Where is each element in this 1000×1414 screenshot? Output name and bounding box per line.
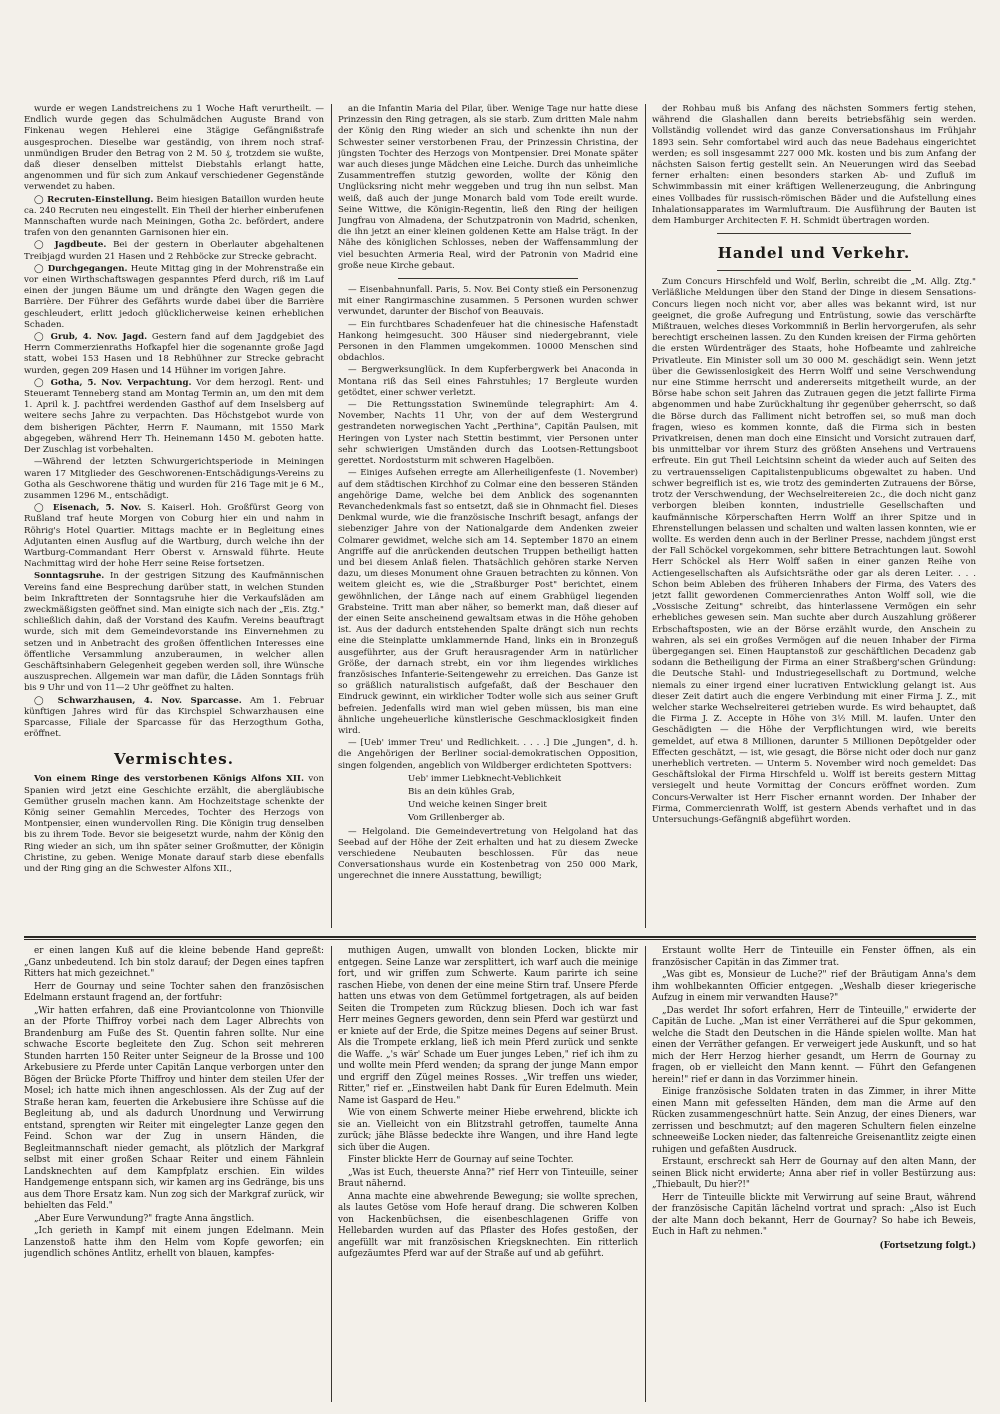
poem-line: Und weiche keinen Singer breit [408,800,547,811]
feuilleton-column-3 [652,946,976,1402]
column-3 [652,104,976,928]
feuilleton-column-2 [338,946,638,1402]
feuilleton-rule [24,936,976,938]
article-text: wurde er wegen Landstreichens zu 1 Woche Haft verurtheilt. — Endlich wurde gegen das Schulmädchen Auguste Brand von Finkenau wegen Hehlerei eine 3tägige Gefängnißstrafe ausgesprochen. Dieselbe war geständig, von ihrem noch straf-unmündigen Bruder den Betrag von 2 M. 50 ₰, trotzdem sie wußte, daß dieser denselben mittelst Diebstahls erlangt hatte, angenommen und für sich zum Ankauf verschiedener Gegenstände verwendet zu haben. [24,104,324,193]
story-text: Erstaunt wollte Herr de Tinteuille ein Fenster öffnen, als ein französischer Capitän in das Zimmer trat. [652,946,976,968]
story-text: Herr de Gournay und seine Tochter sahen den französischen Edelmann erstaunt fragend an, der fortfuhr: [24,981,324,1003]
story-text: „Was ist Euch, theuerste Anna?" rief Herr von Tinteuille, seiner Braut nähernd. [338,1167,638,1189]
article-heading: Schwarzhausen, 4. Nov. Sparcasse. [57,695,242,706]
article-text: der Rohbau muß bis Anfang des nächsten Sommers fertig stehen, während die Glashallen dann bereits betriebsfähig sein werden. Vollständig vollendet wird das ganze Conversationshaus im Frühjahr 1893 sein. Sehr comfortabel wird auch das neue Badehaus eingerichtet werden; es soll insgesammt 227 000 Mk. kosten und bis zum Anfang der nächsten Saison fertig gestellt sein. An Neuerungen wird das Seebad ferner erhalten: einen besonders starken Ab- und Zufluß im Schwimmbassin mit einer kräftigen Wellenerzeugung, die Anbringung eines Vollbades für russisch-römischen Bäder und die Aufstellung eines Inhalationsapparates im Warmluftraum. Die Ausführung der Bauten ist dem Hamburger Architecten F. H. Schmidt übertragen worden. [652,104,976,227]
column-divider [331,946,332,1402]
section-title-handel: Handel und Verkehr. [717,244,911,263]
article-body: In der gestrigen Sitzung des Kaufmännischen Vereins fand eine Besprechung darüber statt, in welchen Stunden beim Inkrafttreten der Sonntagsruhe hier die Verkaufsläden am zweckmäßigsten geöffnet sind. Man einigte sich nach der „Eis. Ztg." schließlich dahin, daß der Vorstand des Kaufm. Vereins beauftragt wurde, sich mit dem Gemeindevorstande ins Einvernehmen zu setzen und in Anbetracht des großen öffentlichen Interesses eine öffentliche Versammlung anzuberaumen, in welcher allen Geschäftsinhabern Gelegenheit gegeben werden soll, ihre Wünsche auszusprechen. Allgemein war man dafür, die Läden Sonntags früh bis 9 Uhr und von 11—2 Uhr geöffnet zu halten. [24,571,324,694]
bullet-icon: ◯ [34,332,51,343]
article-text: — Einiges Aufsehen erregte am Allerheiligenfeste (1. November) auf dem städtischen Kirchhof zu Colmar eine den besseren Ständen angehörige Dame, welche bei dem Anblick des sogenannten Revanchedenkmals fast so entsetzt, daß sie in Ohnmacht fiel. Dieses Denkmal wurde, wie die französische Inschrift besagt, anfangs der siebenziger Jahre von der Nationalgarde dem Andenken zweier Colmarer gewidmet, welche sich am 14. September 1870 an einem Angriffe auf die anrückenden deutschen Truppen betheiligt hatten und bei diesem Anlaß fielen. Thatsächlich gehören starke Nerven dazu, um dieses Monument ohne Grauen betrachten zu können. Von weitem gleicht es, wie die „Straßburger Post" berichtet, einem gewöhnlichen, der Länge nach auf einem Grabhügel liegenden Grabsteine. Tritt man aber näher, so bemerkt man, daß dieser auf der einen Seite anscheinend gewaltsam etwas in die Höhe gehoben ist. Aus der dadurch entstehenden Spalte drängt sich nun rechts eine die Steinplatte umklammernde Hand, links ein in Bronzeguß ausgeführter, aus der Gruft herausragender Arm in natürlicher Größe, der darnach strebt, ein vor ihm liegendes wirkliches französisches Infanterie-Seitengewehr zu erreichen. Das Ganze ist so gräßlich naturalistisch aufgefaßt, daß der Beschauer den Eindruck gewinnt, ein wirklicher Todter wolle sich aus seiner Gruft befreien. Jedenfalls wird man wiel geben müssen, bis man eine ähnliche ungeheuerliche künstlerische Geschmacklosigkeit finden wird. [338,468,638,736]
article-heading: Grub, 4. Nov. Jagd. [50,332,148,343]
article-text: an die Infantin Maria del Pilar, über. Wenige Tage nur hatte diese Prinzessin den Ring getragen, als sie starb. Zum dritten Male nahm der König den Ring wieder an sich und schenkte ihn nun der Schwester seiner verstorbenen Frau, der Prinzessin Christina, der jüngsten Tochter des Herzogs von Montpensier. Drei Monate später war auch dieses junge Mädchen eine Leiche. Durch das unheimliche Zusammentreffen stutzig geworden, wollte der König den Unglücksring nicht mehr weggeben und trug ihn nun selbst. Man weiß, daß auch der junge Monarch bald vom Tode ereilt wurde. Seine Wittwe, die Königin-Regentin, ließ den Ring der heiligen Jungfrau von Almadena, der Schutzpatronin von Madrid, schenken, die ihn jetzt an einer kleinen goldenen Kette am Halse trägt. In der Nähe des königlichen Schlosses, neben der Waffensammlung der viel besuchten Armeria Real, wird der Patronin von Madrid eine große neue Kirche gebaut. [338,104,638,271]
feuilleton-section [24,946,976,1402]
continuation-note: (Fortsetzung folgt.) [879,1240,976,1251]
story-text: Einige französische Soldaten traten in das Zimmer, in ihrer Mitte einen Mann mit gefesselten Händen, dem man die Arme auf den Rücken zusammengeschnürt hatte. Sein Anzug, der eines Dieners, war zerrissen und beschmutzt; auf den mageren Schultern fielen einzelne schneeweiße Locken nieder, das faltenreiche Greisenantlitz zeigte einen ruhigen und gefaßten Ausdruck. [652,1087,976,1155]
section-title-vermischtes: Vermischtes. [114,750,234,769]
article-body: Am 1. Februar künftigen Jahres wird für das Kirchspiel Schwarzhausen eine Sparcasse, Filiale der Sparcasse für das Herzogthum Gotha, eröffnet. [24,695,324,740]
separator [717,233,911,234]
article-body: Beim hiesigen Bataillon wurden heute ca. 240 Recruten neu eingestellt. Ein Theil der hierher einberufenen Mannschaften wurde nach Meiningen, Gotha 2c. befördert, andere trafen von den genannten Garnisonen hier ein. [24,194,324,239]
article-text: —Während der letzten Schwurgerichtsperiode in Meiningen waren 17 Mitglieder des Geschworenen-Entschädigungs-Vereins zu Gotha als Geschworene thätig und wurden für 216 Tage mit je 6 M., zusammen 1296 M., entschädigt. [24,457,324,501]
newspaper-page [24,86,976,1402]
bullet-icon: ◯ [34,695,58,706]
column-1 [24,104,324,928]
article-heading: Eisenach, 5. Nov. [52,503,142,514]
article-text: Zum Concurs Hirschfeld und Wolf, Berlin, schreibt die „M. Allg. Ztg." Verläßliche Meldungen über den Stand der Dinge in diesem Sensations-Concurs liegen noch nicht vor, aber alles was bekannt wird, ist nur geeignet, die große Aufregung und Entrüstung, sowie das verschärfte Mißtrauen, welches dieses Vorkommniß in Berlin hervorgerufen, als sehr berechtigt erscheinen lassen. Zu den Kunden kreisen der Firma gehörten die ersten Würdenträger des Staats, hohe Hofbeamte und zahlreiche Privatleute. Ein Minister soll um 30 000 M. geschädigt sein. Wenn jetzt über die Gewissenlosigkeit des Herrn Wolff und seine Verschwendung nur eine Stimme herrscht und andererseits mitgetheilt wurde, an der Börse habe schon seit Jahren das Zutrauen gegen die jetzt fallirte Firma abgenommen und habe Zurückhaltung ihr gegenüber geherrscht, so daß die Börse durch das Falliment nicht betroffen sei, so muß man doch fragen, wieso es kommen konnte, daß die Firma sich in besten Privatkreisen, denen man doch eine Einsicht und Vorsicht zutrauen darf, bis unmittelbar vor ihrem Sturz des größten Ansehens und Vertrauens erfreute. Ein gut Theil Leichtsinn scheint da wieder auch auf Seiten des zu vertrauensseligen Capitalistenpublicums obgewaltet zu haben. Und schwer begreiflich ist es, wie trotz des geminderten Zutrauens der Börse, trotz der Verschwendung, der Wechselreitereien 2c., die doch nicht ganz verborgen bleiben konnten, industrielle Gesellschaften und kaufmännische Körperschaften Herrn Wolff an ihrer Spitze und in Ehrenstellungen belassen und schalten und walten lassen konnten, wie er wollte. Es werden denn auch in der Berliner Presse, nachdem jüngst erst der Fall Schöckel vorgekommen, sehr bittere Betrachtungen laut. Sowohl Herr Schöckel als Herr Wolff saßen in einer ganzen Reihe von Actiengesellschaften als Aufsichtsräthe oder gar als deren Leiter. . . . Schon beim Ableben des früheren Inhabers der Firma, des Vaters des jetzt fallit gewordenen Commercienrathes Anton Wolff soll, wie die „Vossische Zeitung" schreibt, das hinterlassene Vermögen ein sehr erhebliches gewesen sein. Man suchte aber durch Auszahlung größerer Erbschaftsposten, wie an der Börse erzählt wurde, den Anschein zu wahren, als sei ein großes Vermögen auf die neuen Inhaber der Firma übergegangen sei. Einen Hauptanstoß zur geschäftlichen Decadenz gab sodann die Betheiligung der Firma an einer Straßberg'schen Gründung: die Deutsche Stahl- und Industriegesellschaft zu Dortmund, welche niemals zu einer irgend einer lucrativen Entwicklung gelangt ist. Aus dieser Zeit datirt auch die engere Verbindung mit einer Firma J. Z., mit welcher starke Wechselreiterei getrieben wurde. Es wird behauptet, daß die Firma J. Z. Accepte in Höhe von 3½ Mill. M. laufen. Unter den Geschädigten — die Höhe der Verpflichtungen wird, wie bereits gemeldet, auf etwa 8 Millionen, darunter 5 Millionen Depôtgelder oder Effecten geschätzt, — ist, wie gesagt, die Börse nicht oder doch nur ganz unerheblich vertreten. — Unterm 5. November wird noch gemeldet: Das Geschäftslokal der Firma Hirschfeld u. Wolff ist bereits gestern Mittag versiegelt und heute Vormittag der Concurs eröffnet worden. Zum Concurs-Verwalter ist Herr Fischer ernannt worden. Der Inhaber der Firma, Commercienrath Wolff, ist gestern Abends verhaftet und in das Untersuchungs-Gefängniß abgeführt worden. [652,277,976,825]
feuilleton-column-1 [24,946,324,1402]
article-text: — Ein furchtbares Schadenfeuer hat die chinesische Hafenstadt Hankong heimgesucht. 300 Häuser sind niedergebrannt, viele Personen in den Flammen umgekommen. 10000 Menschen sind obdachlos. [338,319,638,364]
article-heading: Jagdbeute. [54,240,107,251]
article-text [24,264,324,331]
top-section [24,104,976,928]
article-text: — Die Rettungsstation Swinemünde telegraphirt: Am 4. November, Nachts 11 Uhr, von der auf dem Westergrund gestrandeten norwegischen Yacht „Perthina", Capitän Paulsen, mit Heringen von Lyster nach Stettin bestimmt, vier Personen unter sehr schwierigen Umständen durch das Lootsen-Rettungsboot gerettet. Nordoststurm mit schweren Hagelböen. [338,400,638,467]
story-text: Finster blickte Herr de Gournay auf seine Tochter. [348,1155,574,1165]
article-body: Vor dem herzogl. Rent- und Steueramt Tenneberg stand am Montag Termin an, um den mit dem 1. April k. J. pachtfrei werdenden Gasthof auf dem Inselsberg auf weitere sechs Jahre zu verpachten. Das Höchstgebot wurde von dem bisherigen Pächter, Herrn F. Naumann, mit 1550 Mark abgegeben, während Herr Th. Heinemann 1450 M. geboten hatte. Der Zuschlag ist vorbehalten. [24,377,324,456]
story-text: Erstaunt, erschreckt sah Herr de Gournay auf den alten Mann, der seinen Blick nicht erwiderte; Anna aber rief in voller Bestürzung aus: „Thiebault, Du hier?!" [652,1157,976,1190]
article-text: — [Ueb' immer Treu' und Redlichkeit. . . . .] Die „Jungen", d. h. die Angehörigen der Berliner social-demokratischen Opposition, singen folgenden, angeblich von Wildberger erdichteten Spottvers: [338,738,638,771]
bullet-icon: ◯ [34,503,53,514]
article-body: Gestern fand auf dem Jagdgebiet des Herrn Commerzienraths Hofkapfel hier die sogenannte große Jagd statt, wobei 153 Hasen und 18 Rebhühner zur Strecke gebracht wurden, gegen 209 Hasen und 14 Hühner im vorigen Jahre. [24,332,324,376]
bullet-icon: ◯ [34,263,48,274]
article-text [24,378,324,456]
article-text [24,240,324,262]
bullet-icon: ◯ [34,377,51,388]
article-text: — Bergwerksunglück. In dem Kupferbergwerk bei Anaconda in Montana riß das Seil eines Fahrstuhles; 17 Bergleute wurden getödtet, einer schwer verletzt. [338,365,638,398]
feuilleton-rule [24,939,976,940]
article-heading: Von einem Ringe des verstorbenen Königs Alfons XII. [34,774,304,785]
poem-line: Bis an dein kühles Grab, [408,786,515,797]
story-text: „Wir hatten erfahren, daß eine Proviantcolonne von Thionville an der Pforte Thiffroy vorbei nach dem Lager Albrechts von Brandenburg am Fuße des St. Quentin fahren sollte. Nur eine schwache Escorte begleitete den Zug. Schon seit mehreren Stunden harrten 150 Reiter unter Seigneur de la Brosse und 100 Arkebusiere zu Pferde unter Capitän Lanque verborgen unter den Bögen der Brücke Pforte Thiffroy und hinter dem steilen Ufer der Mosel; ich hatte mich ihnen angeschlossen. Als der Zug auf der Straße heran kam, feuerten die Arkebusiere ihre Schüsse auf die Begleitung ab, und als dadurch Unordnung und Verwirrung entstand, sprengten wir Reiter mit eingelegter Lanze gegen den Feind. Schon war der Zug in unsern Händen, die Begleitmannschaft nieder gemacht, als plötzlich der Markgraf selbst mit einer großen Schaar Reiter und einem Fähnlein Landsknechten auf dem Kampfplatz erschien. Ein wildes Handgemenge entspann sich, wir kamen arg ins Gedränge, bis uns aus dem Thore Ersatz kam. Nun zog sich der Markgraf zurück, wir behielten das Feld." [24,1005,324,1211]
story-text: Wie von einem Schwerte meiner Hiebe erwehrend, blickte ich sie an. Vielleicht von ein Blitzstrahl getroffen, taumelte Anna zurück; jähe Blässe bedeckte ihre Wangen, und ihre Hand legte sich über die Augen. [338,1108,638,1153]
article-text [24,503,324,570]
story-text: Herr de Tinteuille blickte mit Verwirrung auf seine Braut, während der französische Capitän lächelnd vortrat und sprach: „Also ist Euch der alte Mann doch bekannt, Herr de Gournay? So habe ich Beweis, Euch in Haft zu nehmen." [652,1192,976,1237]
bullet-icon: ◯ [34,194,48,205]
article-text [24,774,324,875]
column-2 [338,104,638,928]
article-heading: Recruten-Einstellung. [47,194,154,205]
column-divider [645,946,646,1402]
poem-line: Vom Grillenberger ab. [408,813,505,824]
article-body: Heute Mittag ging in der Mohrenstraße ein vor einen Wirthschaftswagen gespanntes Pferd durch, riß im Lauf einen der jungen Bäume um und drängte den Wagen gegen die Barrière. Der Führer des Gefährts wurde dabei über die Barrière geschleudert, erlitt jedoch glücklicherweise keinen erheblichen Schaden. [24,263,324,330]
article-text [24,195,324,240]
story-text: muthigen Augen, umwallt von blonden Locken, blickte mir entgegen. Seine Lanze war zersplittert, ich warf auch die meinige fort, und wir griffen zum Schwerte. Kaum parirte ich seine raschen Hiebe, von denen der eine meine Stirn traf. Unsere Pferde hatten uns etwas von dem Getümmel fortgetragen, als auf beiden Seiten die Trompeten zum Rückzug bliesen. Doch ich war fast Herr meines Gegners geworden, denn sein Pferd war gestürzt und er kniete auf der Erde, die Spitze meines Degens auf seiner Brust. Als die Trompete erklang, ließ ich mein Pferd zurück und senkte die Waffe. „'s wär' Schade um Euer junges Leben," rief ich ihm zu und wollte mein Pferd wenden; da sprang der junge Mann empor und ergriff den Zügel meines Rosses. „Wir treffen uns wieder, Ritter," rief er. „Einstweilen habt Dank für Euren Edelmuth. Mein Name ist Gaspard de Heu." [338,946,638,1106]
column-divider [331,104,332,928]
story-text: „Das werdet Ihr sofort erfahren, Herr de Tinteuille," erwiderte der Capitän de Luche. „Man ist einer Verrätherei auf die Spur gekommen, welche die Stadt den Deutschen in die Hände spielen wollte. Man hat einen der Verräther gefangen. Er verweigert jede Auskunft, und so hat mich der Herr Herzog hierher gesandt, um Herrn de Gournay zu fragen, ob er vielleicht den Mann kennt. — Führt den Gefangenen herein!" rief er dann in das Vorzimmer hinein. [652,1005,976,1085]
story-text: „Ich gerieth in Kampf mit einem jungen Edelmann. Mein Lanzenstoß hatte ihm den Helm vom Kopfe geworfen; ein jugendlich schönes Antlitz, erhellt von blauen, kampfes- [24,1226,324,1259]
article-body: Bei der gestern in Oberlauter abgehaltenen Treibjagd wurden 21 Hasen und 2 Rehböcke zur Strecke gebracht. [24,240,324,262]
article-text [24,696,324,741]
poem-line: Ueb' immer Liebknecht-Veblichkeit [408,773,562,784]
article-text [24,571,324,694]
story-text: „Was gibt es, Monsieur de Luche?" rief der Bräutigam Anna's dem ihm wohlbekannten Officier entgegen. „Weshalb dieser kriegerische Aufzug in einem mir verwandten Hause?" [652,970,976,1003]
story-text: „Aber Eure Verwundung?" fragte Anna ängstlich. [34,1213,255,1224]
article-heading: Gotha, 5. Nov. Verpachtung. [50,377,192,388]
article-text: — Eisenbahnunfall. Paris, 5. Nov. Bei Conty stieß ein Personenzug mit einer Rangirmaschine zusammen. 5 Personen wurden schwer verwundet, darunter der Bischof von Beauvais. [338,285,638,318]
story-text: er einen langen Kuß auf die kleine bebende Hand gepreßt: „Ganz unbedeutend. Ich bin stolz darauf; der Degen eines tapfren Ritters hat mich gezeichnet." [24,946,324,979]
bullet-icon: ◯ [34,240,55,251]
article-text: — Helgoland. Die Gemeindevertretung von Helgoland hat das Seebad auf der Höhe der Zeit erhalten und hat zu diesem Zwecke verschiedene Neubauten beschlossen. Für das neue Conversationshaus wurde ein Kostenbetrag von 250 000 Mark, ungerechnet die innere Ausstattung, bewilligt; [338,826,638,882]
story-text: Anna machte eine abwehrende Bewegung; sie wollte sprechen, als lautes Getöse vom Hofe herauf drang. Die schweren Kolben von Hackenbüchsen, die eisenbeschlagenen Griffe von Hellebarden wurden auf das Pflaster des Hofes gestoßen, der angefüllt war mit französischen Kriegsknechten. Ein ritterlich aufgezäumtes Pferd war auf der Straße auf und ab geführt. [338,1191,638,1259]
article-heading: Sonntagsruhe. [34,571,105,582]
article-body: von Spanien wird jetzt eine Geschichte erzählt, die abergläubische Gemüther gruseln machen kann. Am Hochzeitstage schenkte der König seiner Gemahlin Mercedes, Tochter des Herzogs von Montpensier, einen wundervollen Ring. Die Königin trug denselben bis zu ihrem Tode. Bevor sie beigesetzt wurde, nahm der König den Ring wieder an sich, um ihn später seiner Großmutter, der Königin Christine, zu geben. Wenige Monate darauf starb diese ebenfalls und der Ring ging an die Schwester Alfons XII., [24,774,324,874]
separator [398,278,578,279]
separator [717,270,911,271]
article-heading: Durchgegangen. [47,263,128,274]
article-text [24,332,324,377]
article-body: S. Kaiserl. Hoh. Großfürst Georg von Rußland traf heute Morgen von Coburg hier ein und nahm in Röhrig's Hotel Quartier. Mittags machte er in Begleitung eines Adjutanten einen Ausflug auf die Wartburg, durch welche ihn der Wartburg-Commandant Herr Oberst v. Arnswald führte. Heute Nachmittag wird der hohe Herr seine Reise fortsetzen. [24,503,324,570]
column-divider [645,104,646,928]
